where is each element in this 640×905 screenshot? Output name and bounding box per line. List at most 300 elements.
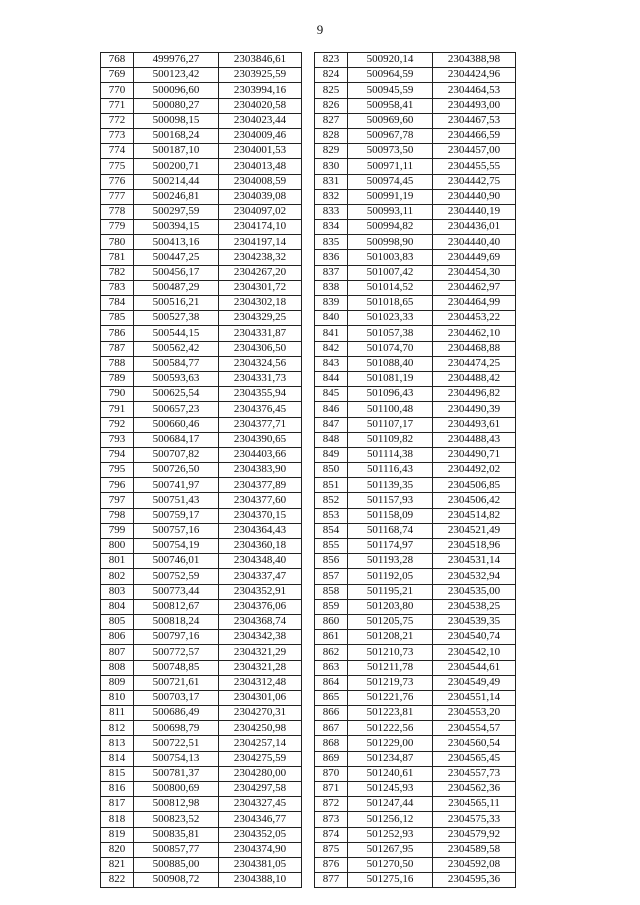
y-coordinate-cell: 2304579,92	[433, 827, 516, 842]
point-number-cell: 804	[101, 599, 134, 614]
table-row	[101, 873, 302, 888]
point-number-cell: 786	[101, 326, 134, 341]
x-coordinate-cell: 500544,15	[134, 326, 219, 341]
point-number-cell: 829	[315, 144, 348, 159]
y-coordinate-cell: 2303994,16	[219, 83, 302, 98]
table-row	[101, 812, 302, 827]
x-coordinate-cell: 500214,44	[134, 174, 219, 189]
y-coordinate-cell: 2304352,05	[219, 827, 302, 842]
y-coordinate-cell: 2304454,30	[433, 265, 516, 280]
point-number-cell: 769	[101, 68, 134, 83]
point-number-cell: 823	[315, 53, 348, 68]
table-row	[315, 736, 516, 751]
y-coordinate-cell: 2304436,01	[433, 220, 516, 235]
point-number-cell: 852	[315, 493, 348, 508]
point-number-cell: 822	[101, 873, 134, 888]
y-coordinate-cell: 2304403,66	[219, 447, 302, 462]
point-number-cell: 791	[101, 402, 134, 417]
point-number-cell: 847	[315, 417, 348, 432]
y-coordinate-cell: 2304474,25	[433, 356, 516, 371]
table-row	[315, 766, 516, 781]
y-coordinate-cell: 2304575,33	[433, 812, 516, 827]
table-row	[101, 630, 302, 645]
table-row	[315, 447, 516, 462]
x-coordinate-cell: 500971,11	[348, 159, 433, 174]
y-coordinate-cell: 2304267,20	[219, 265, 302, 280]
table-row	[101, 296, 302, 311]
y-coordinate-cell: 2304197,14	[219, 235, 302, 250]
table-row	[315, 326, 516, 341]
y-coordinate-cell: 2304467,53	[433, 113, 516, 128]
point-number-cell: 872	[315, 797, 348, 812]
y-coordinate-cell: 2304039,08	[219, 189, 302, 204]
table-row	[315, 128, 516, 143]
x-coordinate-cell: 500993,11	[348, 204, 433, 219]
table-row	[101, 235, 302, 250]
point-number-cell: 842	[315, 341, 348, 356]
y-coordinate-cell: 2304551,14	[433, 690, 516, 705]
point-number-cell: 839	[315, 296, 348, 311]
x-coordinate-cell: 501219,73	[348, 675, 433, 690]
point-number-cell: 814	[101, 751, 134, 766]
point-number-cell: 850	[315, 463, 348, 478]
x-coordinate-cell: 501107,17	[348, 417, 433, 432]
x-coordinate-cell: 501109,82	[348, 432, 433, 447]
table-row	[101, 660, 302, 675]
point-number-cell: 793	[101, 432, 134, 447]
table-row	[315, 478, 516, 493]
x-coordinate-cell: 501267,95	[348, 842, 433, 857]
table-row	[315, 113, 516, 128]
x-coordinate-cell: 500625,54	[134, 387, 219, 402]
x-coordinate-cell: 500703,17	[134, 690, 219, 705]
y-coordinate-cell: 2304490,39	[433, 402, 516, 417]
table-row	[315, 721, 516, 736]
table-row	[101, 736, 302, 751]
y-coordinate-cell: 2304442,75	[433, 174, 516, 189]
table-row	[315, 554, 516, 569]
table-row	[315, 706, 516, 721]
table-row	[315, 782, 516, 797]
table-row	[101, 83, 302, 98]
table-row	[315, 690, 516, 705]
point-number-cell: 803	[101, 584, 134, 599]
y-coordinate-cell: 2304553,20	[433, 706, 516, 721]
y-coordinate-cell: 2304440,90	[433, 189, 516, 204]
y-coordinate-cell: 2304506,85	[433, 478, 516, 493]
x-coordinate-cell: 500246,81	[134, 189, 219, 204]
y-coordinate-cell: 2304381,05	[219, 857, 302, 872]
point-number-cell: 790	[101, 387, 134, 402]
point-number-cell: 862	[315, 645, 348, 660]
x-coordinate-cell: 500823,52	[134, 812, 219, 827]
table-row	[315, 417, 516, 432]
page-number: 9	[316, 22, 324, 37]
x-coordinate-cell: 500516,21	[134, 296, 219, 311]
y-coordinate-cell: 2304488,43	[433, 432, 516, 447]
point-number-cell: 866	[315, 706, 348, 721]
point-number-cell: 836	[315, 250, 348, 265]
table-row	[101, 614, 302, 629]
table-row	[315, 751, 516, 766]
table-row	[101, 690, 302, 705]
x-coordinate-cell: 501270,50	[348, 857, 433, 872]
x-coordinate-cell: 500584,77	[134, 356, 219, 371]
y-coordinate-cell: 2304364,43	[219, 523, 302, 538]
y-coordinate-cell: 2304331,87	[219, 326, 302, 341]
y-coordinate-cell: 2304531,14	[433, 554, 516, 569]
table-row	[315, 493, 516, 508]
y-coordinate-cell: 2304360,18	[219, 539, 302, 554]
y-coordinate-cell: 2304488,42	[433, 371, 516, 386]
x-coordinate-cell: 500991,19	[348, 189, 433, 204]
point-number-cell: 794	[101, 447, 134, 462]
x-coordinate-cell: 500527,38	[134, 311, 219, 326]
point-number-cell: 807	[101, 645, 134, 660]
x-coordinate-cell: 500757,16	[134, 523, 219, 538]
point-number-cell: 874	[315, 827, 348, 842]
point-number-cell: 834	[315, 220, 348, 235]
x-coordinate-cell: 501275,16	[348, 873, 433, 888]
x-coordinate-cell: 500967,78	[348, 128, 433, 143]
point-number-cell: 861	[315, 630, 348, 645]
x-coordinate-cell: 500908,72	[134, 873, 219, 888]
point-number-cell: 784	[101, 296, 134, 311]
x-coordinate-cell: 501081,19	[348, 371, 433, 386]
y-coordinate-cell: 2304270,31	[219, 706, 302, 721]
table-row	[101, 68, 302, 83]
y-coordinate-cell: 2304009,46	[219, 128, 302, 143]
point-number-cell: 856	[315, 554, 348, 569]
point-number-cell: 828	[315, 128, 348, 143]
x-coordinate-cell: 500885,00	[134, 857, 219, 872]
y-coordinate-cell: 2304250,98	[219, 721, 302, 736]
point-number-cell: 797	[101, 493, 134, 508]
point-number-cell: 806	[101, 630, 134, 645]
y-coordinate-cell: 2304377,71	[219, 417, 302, 432]
y-coordinate-cell: 2304013,48	[219, 159, 302, 174]
point-number-cell: 787	[101, 341, 134, 356]
x-coordinate-cell: 500721,61	[134, 675, 219, 690]
table-row	[315, 296, 516, 311]
point-number-cell: 840	[315, 311, 348, 326]
coordinate-table-left	[100, 52, 302, 888]
point-number-cell: 812	[101, 721, 134, 736]
point-number-cell: 877	[315, 873, 348, 888]
table-row	[101, 645, 302, 660]
y-coordinate-cell: 2304506,42	[433, 493, 516, 508]
point-number-cell: 771	[101, 98, 134, 113]
x-coordinate-cell: 500741,97	[134, 478, 219, 493]
x-coordinate-cell: 500487,29	[134, 280, 219, 295]
point-number-cell: 857	[315, 569, 348, 584]
point-number-cell: 799	[101, 523, 134, 538]
x-coordinate-cell: 500684,17	[134, 432, 219, 447]
y-coordinate-cell: 2304327,45	[219, 797, 302, 812]
table-row	[315, 174, 516, 189]
x-coordinate-cell: 500413,16	[134, 235, 219, 250]
x-coordinate-cell: 501252,93	[348, 827, 433, 842]
point-number-cell: 824	[315, 68, 348, 83]
point-number-cell: 780	[101, 235, 134, 250]
x-coordinate-cell: 500080,27	[134, 98, 219, 113]
point-number-cell: 859	[315, 599, 348, 614]
y-coordinate-cell: 2304589,58	[433, 842, 516, 857]
table-row	[315, 144, 516, 159]
y-coordinate-cell: 2304453,22	[433, 311, 516, 326]
x-coordinate-cell: 501223,81	[348, 706, 433, 721]
y-coordinate-cell: 2304348,40	[219, 554, 302, 569]
table-row	[315, 83, 516, 98]
x-coordinate-cell: 500456,17	[134, 265, 219, 280]
y-coordinate-cell: 2303846,61	[219, 53, 302, 68]
y-coordinate-cell: 2304388,98	[433, 53, 516, 68]
table-row	[315, 523, 516, 538]
y-coordinate-cell: 2304468,88	[433, 341, 516, 356]
y-coordinate-cell: 2304370,15	[219, 508, 302, 523]
y-coordinate-cell: 2304595,36	[433, 873, 516, 888]
x-coordinate-cell: 500797,16	[134, 630, 219, 645]
x-coordinate-cell: 501211,78	[348, 660, 433, 675]
x-coordinate-cell: 500686,49	[134, 706, 219, 721]
x-coordinate-cell: 500945,59	[348, 83, 433, 98]
y-coordinate-cell: 2304377,60	[219, 493, 302, 508]
table-row	[315, 539, 516, 554]
point-number-cell: 870	[315, 766, 348, 781]
x-coordinate-cell: 501139,35	[348, 478, 433, 493]
x-coordinate-cell: 500562,42	[134, 341, 219, 356]
table-row	[101, 523, 302, 538]
x-coordinate-cell: 501014,52	[348, 280, 433, 295]
y-coordinate-cell: 2304549,49	[433, 675, 516, 690]
y-coordinate-cell: 2304560,54	[433, 736, 516, 751]
table-row	[101, 113, 302, 128]
table-row	[101, 53, 302, 68]
y-coordinate-cell: 2304301,06	[219, 690, 302, 705]
table-row	[315, 508, 516, 523]
table-row	[101, 599, 302, 614]
x-coordinate-cell: 501222,56	[348, 721, 433, 736]
x-coordinate-cell: 501003,83	[348, 250, 433, 265]
point-number-cell: 792	[101, 417, 134, 432]
table-row	[315, 857, 516, 872]
point-number-cell: 776	[101, 174, 134, 189]
table-row	[101, 250, 302, 265]
point-number-cell: 832	[315, 189, 348, 204]
y-coordinate-cell: 2304306,50	[219, 341, 302, 356]
y-coordinate-cell: 2304455,55	[433, 159, 516, 174]
point-number-cell: 815	[101, 766, 134, 781]
y-coordinate-cell: 2304466,59	[433, 128, 516, 143]
table-row	[315, 797, 516, 812]
x-coordinate-cell: 500660,46	[134, 417, 219, 432]
point-number-cell: 818	[101, 812, 134, 827]
table-row	[315, 204, 516, 219]
y-coordinate-cell: 2304496,82	[433, 387, 516, 402]
x-coordinate-cell: 500812,98	[134, 797, 219, 812]
table-row	[101, 827, 302, 842]
table-row	[101, 508, 302, 523]
y-coordinate-cell: 2304521,49	[433, 523, 516, 538]
x-coordinate-cell: 500726,50	[134, 463, 219, 478]
x-coordinate-cell: 501192,05	[348, 569, 433, 584]
table-row	[101, 463, 302, 478]
y-coordinate-cell: 2304440,19	[433, 204, 516, 219]
point-number-cell: 868	[315, 736, 348, 751]
x-coordinate-cell: 500818,24	[134, 614, 219, 629]
x-coordinate-cell: 501158,09	[348, 508, 433, 523]
table-row	[101, 493, 302, 508]
point-number-cell: 775	[101, 159, 134, 174]
x-coordinate-cell: 500187,10	[134, 144, 219, 159]
y-coordinate-cell: 2304301,72	[219, 280, 302, 295]
y-coordinate-cell: 2304376,06	[219, 599, 302, 614]
point-number-cell: 789	[101, 371, 134, 386]
x-coordinate-cell: 500974,45	[348, 174, 433, 189]
table-row	[315, 584, 516, 599]
y-coordinate-cell: 2304257,14	[219, 736, 302, 751]
point-number-cell: 813	[101, 736, 134, 751]
table-row	[101, 447, 302, 462]
y-coordinate-cell: 2304440,40	[433, 235, 516, 250]
table-row	[101, 721, 302, 736]
x-coordinate-cell: 501018,65	[348, 296, 433, 311]
point-number-cell: 779	[101, 220, 134, 235]
y-coordinate-cell: 2304457,00	[433, 144, 516, 159]
y-coordinate-cell: 2304539,35	[433, 614, 516, 629]
table-row	[315, 630, 516, 645]
table-row	[315, 675, 516, 690]
y-coordinate-cell: 2304592,08	[433, 857, 516, 872]
point-number-cell: 796	[101, 478, 134, 493]
table-row	[315, 645, 516, 660]
x-coordinate-cell: 500920,14	[348, 53, 433, 68]
table-row	[101, 144, 302, 159]
x-coordinate-cell: 500593,63	[134, 371, 219, 386]
x-coordinate-cell: 500781,37	[134, 766, 219, 781]
point-number-cell: 838	[315, 280, 348, 295]
point-number-cell: 788	[101, 356, 134, 371]
y-coordinate-cell: 2304462,10	[433, 326, 516, 341]
table-row	[315, 311, 516, 326]
table-row	[101, 432, 302, 447]
x-coordinate-cell: 500964,59	[348, 68, 433, 83]
x-coordinate-cell: 500772,57	[134, 645, 219, 660]
y-coordinate-cell: 2304368,74	[219, 614, 302, 629]
table-row	[101, 797, 302, 812]
x-coordinate-cell: 500998,90	[348, 235, 433, 250]
y-coordinate-cell: 2304464,53	[433, 83, 516, 98]
point-number-cell: 848	[315, 432, 348, 447]
table-row	[315, 569, 516, 584]
x-coordinate-cell: 501168,74	[348, 523, 433, 538]
point-number-cell: 864	[315, 675, 348, 690]
x-coordinate-cell: 501023,33	[348, 311, 433, 326]
y-coordinate-cell: 2304565,11	[433, 797, 516, 812]
table-row	[315, 463, 516, 478]
x-coordinate-cell: 500722,51	[134, 736, 219, 751]
point-number-cell: 830	[315, 159, 348, 174]
x-coordinate-cell: 501100,48	[348, 402, 433, 417]
table-row	[101, 554, 302, 569]
x-coordinate-cell: 500746,01	[134, 554, 219, 569]
x-coordinate-cell: 500759,17	[134, 508, 219, 523]
x-coordinate-cell: 500835,81	[134, 827, 219, 842]
x-coordinate-cell: 501074,70	[348, 341, 433, 356]
y-coordinate-cell: 2304464,99	[433, 296, 516, 311]
table-row	[315, 842, 516, 857]
table-row	[101, 326, 302, 341]
y-coordinate-cell: 2304321,28	[219, 660, 302, 675]
x-coordinate-cell: 501240,61	[348, 766, 433, 781]
x-coordinate-cell: 501229,00	[348, 736, 433, 751]
table-row	[315, 220, 516, 235]
x-coordinate-cell: 501210,73	[348, 645, 433, 660]
x-coordinate-cell: 500800,69	[134, 782, 219, 797]
point-number-cell: 835	[315, 235, 348, 250]
y-coordinate-cell: 2304493,61	[433, 417, 516, 432]
point-number-cell: 781	[101, 250, 134, 265]
y-coordinate-cell: 2304532,94	[433, 569, 516, 584]
y-coordinate-cell: 2304493,00	[433, 98, 516, 113]
y-coordinate-cell: 2304352,91	[219, 584, 302, 599]
table-row	[315, 235, 516, 250]
point-number-cell: 825	[315, 83, 348, 98]
point-number-cell: 873	[315, 812, 348, 827]
x-coordinate-cell: 500973,50	[348, 144, 433, 159]
y-coordinate-cell: 2304297,58	[219, 782, 302, 797]
point-number-cell: 810	[101, 690, 134, 705]
table-row	[315, 827, 516, 842]
y-coordinate-cell: 2304238,32	[219, 250, 302, 265]
point-number-cell: 817	[101, 797, 134, 812]
table-row	[315, 53, 516, 68]
point-number-cell: 777	[101, 189, 134, 204]
y-coordinate-cell: 2304329,25	[219, 311, 302, 326]
x-coordinate-cell: 501114,38	[348, 447, 433, 462]
point-number-cell: 811	[101, 706, 134, 721]
table-row	[101, 159, 302, 174]
point-number-cell: 816	[101, 782, 134, 797]
y-coordinate-cell: 2304321,29	[219, 645, 302, 660]
y-coordinate-cell: 2304174,10	[219, 220, 302, 235]
table-row	[101, 675, 302, 690]
table-row	[315, 873, 516, 888]
point-number-cell: 837	[315, 265, 348, 280]
table-row	[101, 311, 302, 326]
table-row	[101, 128, 302, 143]
point-number-cell: 833	[315, 204, 348, 219]
table-row	[315, 250, 516, 265]
table-row	[101, 569, 302, 584]
x-coordinate-cell: 500812,67	[134, 599, 219, 614]
table-row	[315, 189, 516, 204]
x-coordinate-cell: 500748,85	[134, 660, 219, 675]
y-coordinate-cell: 2304337,47	[219, 569, 302, 584]
table-row	[315, 68, 516, 83]
point-number-cell: 863	[315, 660, 348, 675]
x-coordinate-cell: 501195,21	[348, 584, 433, 599]
x-coordinate-cell: 501256,12	[348, 812, 433, 827]
y-coordinate-cell: 2304346,77	[219, 812, 302, 827]
x-coordinate-cell: 500168,24	[134, 128, 219, 143]
y-coordinate-cell: 2304312,48	[219, 675, 302, 690]
point-number-cell: 843	[315, 356, 348, 371]
point-number-cell: 844	[315, 371, 348, 386]
y-coordinate-cell: 2304490,71	[433, 447, 516, 462]
point-number-cell: 772	[101, 113, 134, 128]
point-number-cell: 846	[315, 402, 348, 417]
